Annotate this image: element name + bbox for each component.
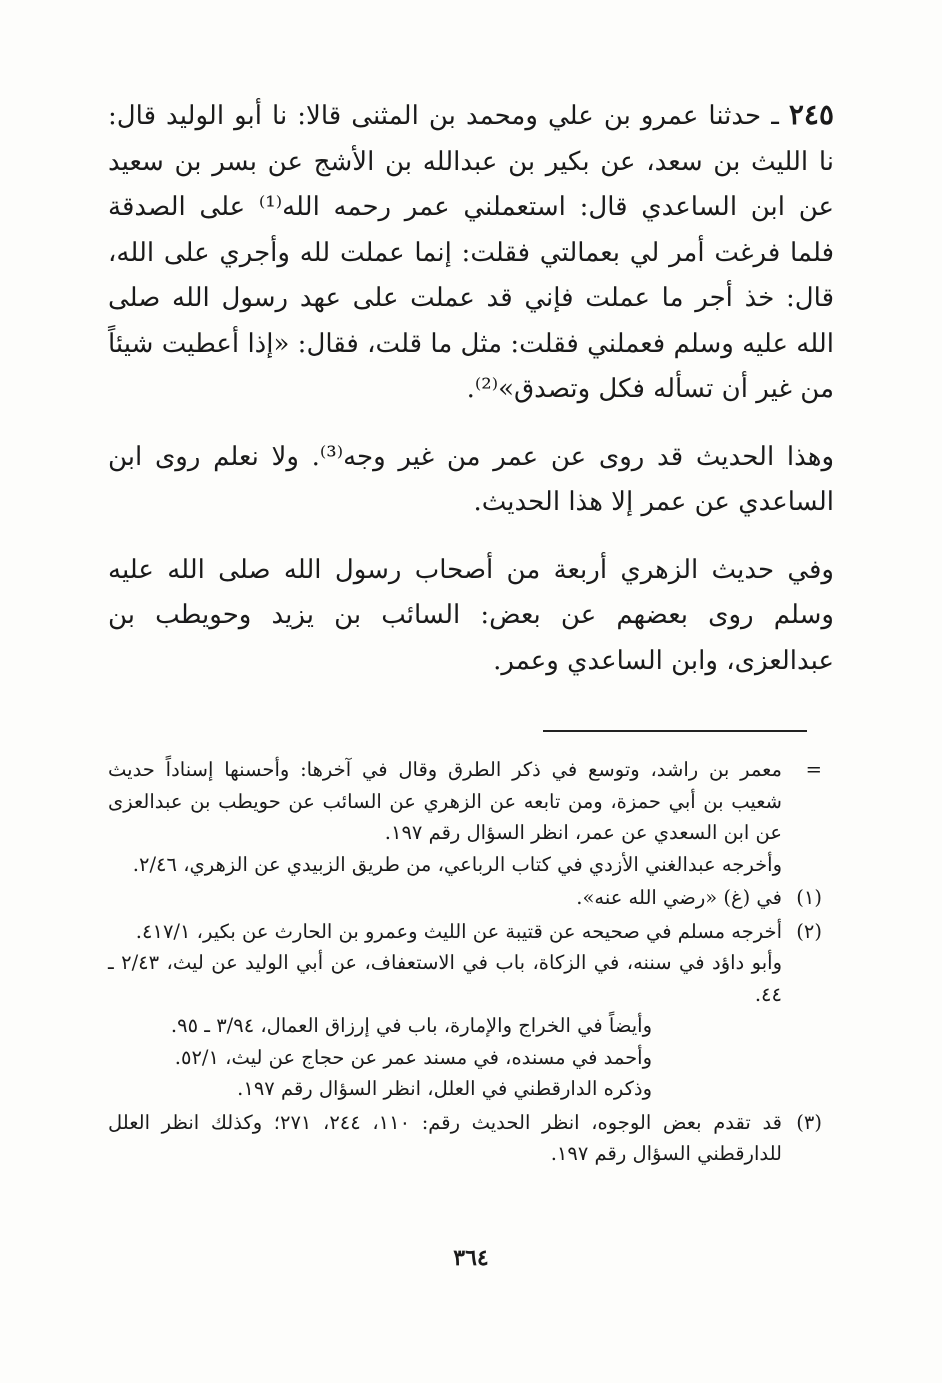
footnote-text: وأخرجه عبدالغني الأزدي في كتاب الرباعي، من طريق الزبيدي عن الزهري، ٢/٤٦. [132, 852, 782, 876]
footnote-continued [108, 754, 822, 880]
footnote-marker: (٣) [796, 1110, 822, 1134]
footnotes [108, 754, 822, 1172]
main-text [108, 92, 834, 706]
footnote-continuation-mark: = [805, 758, 822, 781]
commentary-paragraph-2: وفي حديث الزهري أربعة من أصحاب رسول الله صلى الله عليه وسلم روى بعضهم عن بعض: السائب بن يزيد وحويطب بن عبدالعزى، وابن الساعدي وعمر. [108, 554, 834, 676]
footnote-marker: (١) [796, 886, 822, 909]
footnote-marker: (٢) [796, 919, 822, 943]
footnote-text: وأيضاً في الخراج والإمارة، باب في إرزاق العمال، ٣/٩٤ ـ ٩٥. [170, 1014, 652, 1037]
commentary-paragraph-1: وهذا الحديث قد روى عن عمر من غير وجه⁽³⁾. ولا نعلم روى ابن الساعدي عن عمر إلا هذا الحديث. [108, 441, 835, 517]
footnote-2 [108, 916, 822, 1105]
page-number: ٣٦٤ [453, 1245, 489, 1271]
footnote-text: وأحمد في مسنده، في مسند عمر عن حجاج عن ليث، ٥٢/١. [174, 1045, 652, 1069]
footnote-text: قد تقدم بعض الوجوه، انظر الحديث رقم: ١١٠، ٢٤٤، ٢٧١؛ وكذلك انظر العلل للدارقطني السؤال رقم ١٩٧. [108, 1110, 782, 1165]
footnote-3 [108, 1107, 822, 1170]
hadith-number: ٢٤٥ [788, 98, 834, 131]
footnote-divider [543, 730, 807, 732]
footnote-text: أخرجه مسلم في صحيحه عن قتيبة عن الليث وعمرو بن الحارث عن بكير، ٤١٧/١. [135, 919, 782, 943]
footnote-1 [108, 882, 822, 914]
footnote-text: وأبو داؤد في سننه، في الزكاة، باب في الاستعفاف، عن أبي الوليد عن ليث، ٢/٤٣ ـ ٤٤. [108, 951, 782, 1006]
footnote-text: في (غ) «رضي الله عنه». [576, 886, 782, 909]
hadith-text: ـ حدثنا عمرو بن علي ومحمد بن المثنى قالا: نا أبو الوليد قال: نا الليث بن سعد، عن بكير بن عبدالله بن الأشج عن بسر بن سعيد عن ابن الساعدي قال: استعملني عمر رحمه الله⁽¹⁾ على الصدقة فلما فرغت أمر لي بعمالتي فقلت: إنما عملت لله وأجري على الله، قال: خذ أجر ما عملت فإني قد عملت على عهد رسول الله صلى الله عليه وسلم فعملني فقلت: مثل ما قلت، فقال: «إذا أعطيت شيئاً من غير أن تسأله فكل وتصدق»⁽²⁾. [108, 101, 835, 404]
hadith-paragraph [108, 92, 834, 413]
footnote-text: وذكره الدارقطني في العلل، انظر السؤال رقم ١٩٧. [237, 1077, 652, 1100]
footnote-text: معمر بن راشد، وتوسع في ذكر الطرق وقال في آخرها: وأحسنها إسناداً حديث شعيب بن أبي حمزة، ومن تابعه عن الزهري عن السائب عن حويطب بن عبدالعزى عن ابن السعدي عن عمر، انظر السؤال رقم ١٩٧. [108, 758, 782, 844]
